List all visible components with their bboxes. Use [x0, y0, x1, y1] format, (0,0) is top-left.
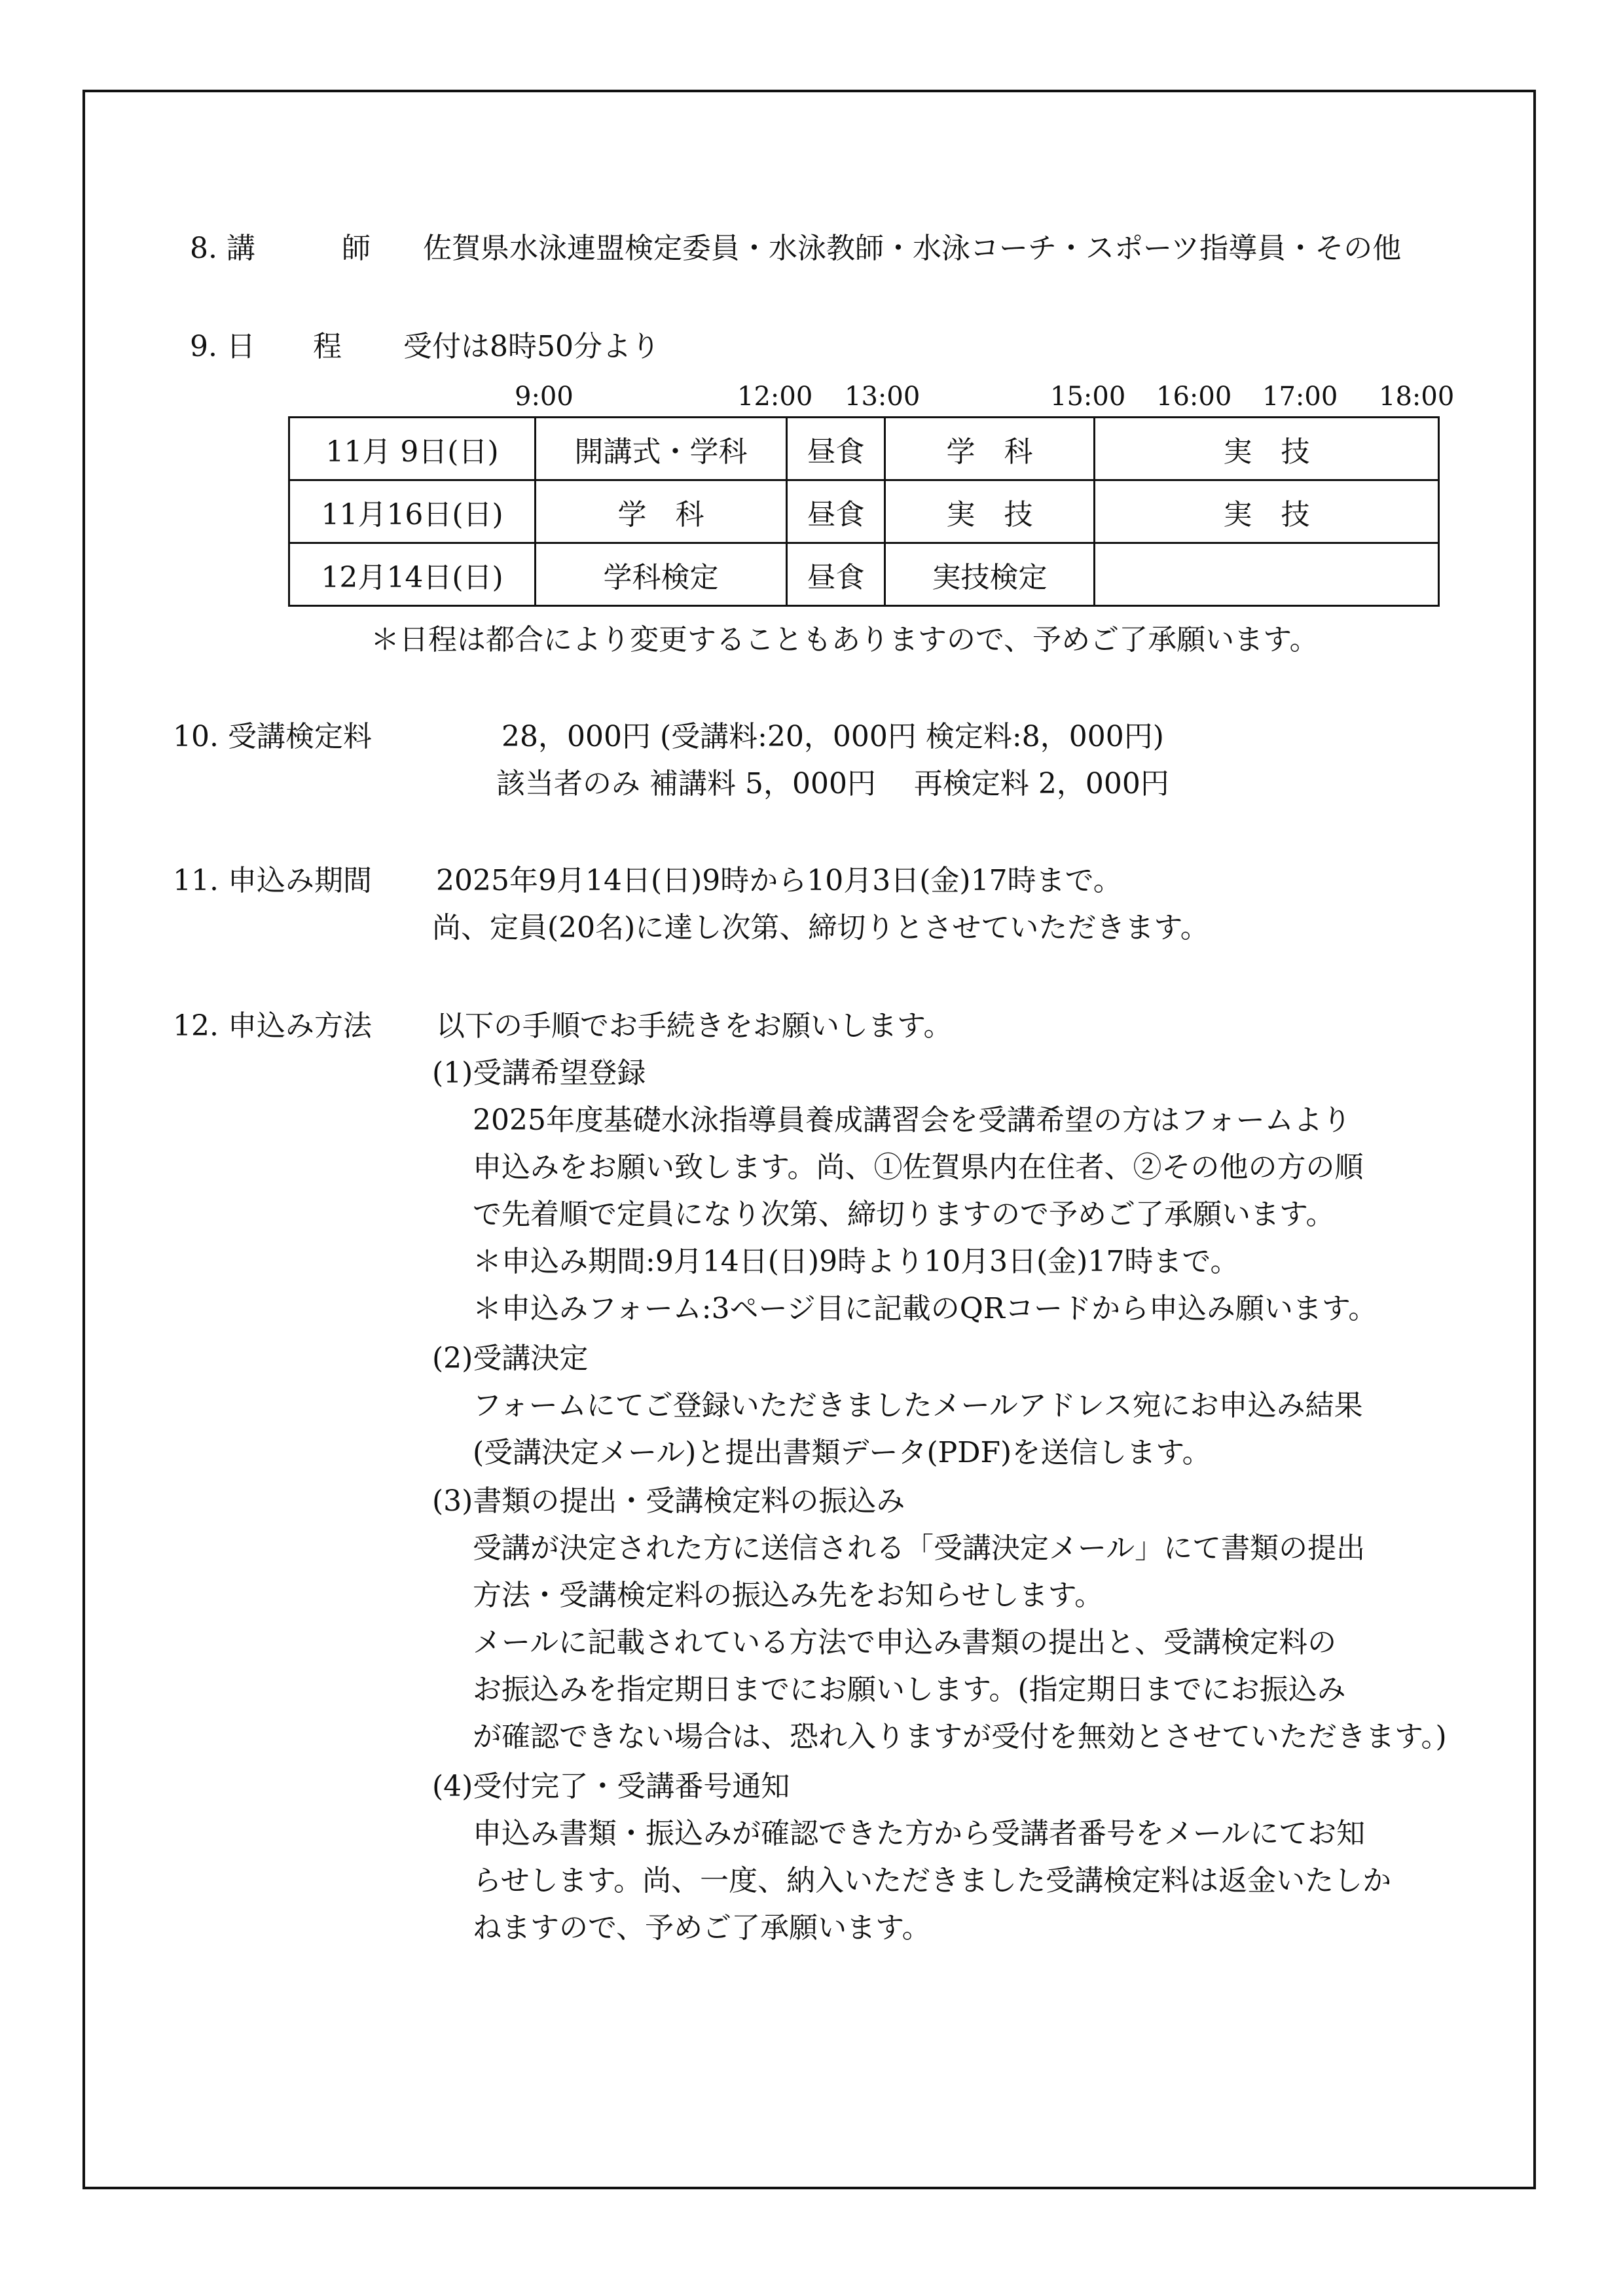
schedule-afternoon: 学 科 — [885, 418, 1095, 480]
paragraph-line: 申込みをお願い致します。尚、①佐賀県内在住者、②その他の方の順 — [473, 1151, 1364, 1184]
schedule-date: 12月14日(日) — [289, 543, 536, 606]
paragraph-line: メールに記載されている方法で申込み書類の提出と、受講検定料の — [473, 1626, 1337, 1659]
section-12-label: 12. 申込み方法 — [173, 1009, 372, 1043]
schedule-afternoon: 実技検定 — [885, 543, 1095, 606]
paragraph-line: 申込み書類・振込みが確認できた方から受講者番号をメールにてお知 — [473, 1817, 1366, 1850]
time-label: 13:00 — [845, 382, 921, 412]
time-label: 12:00 — [737, 382, 813, 412]
section-8-text: 佐賀県水泳連盟検定委員・水泳教師・水泳コーチ・スポーツ指導員・その他 — [423, 232, 1402, 265]
schedule-lunch: 昼食 — [787, 543, 885, 606]
step-2-heading: (2)受講決定 — [432, 1342, 589, 1375]
schedule-morning: 開講式・学科 — [536, 418, 787, 480]
section-8-label: 8. 講 師 — [190, 232, 371, 265]
section-11-label: 11. 申込み期間 — [173, 864, 372, 897]
paragraph-line: ねますので、予めご了承願います。 — [473, 1911, 931, 1945]
schedule-morning: 学 科 — [536, 480, 787, 543]
paragraph-line: 方法・受講検定料の振込み先をお知らせします。 — [473, 1579, 1104, 1612]
time-label: 17:00 — [1262, 382, 1338, 412]
paragraph-line: お振込みを指定期日までにお願いします。(指定期日までにお振込み — [473, 1673, 1346, 1706]
section-9-text: 受付は8時50分より — [403, 330, 660, 363]
schedule-table — [288, 416, 1440, 607]
schedule-late — [1095, 543, 1439, 606]
step-1-heading: (1)受講希望登録 — [432, 1056, 646, 1090]
schedule-late: 実 技 — [1095, 418, 1439, 480]
schedule-morning: 学科検定 — [536, 543, 787, 606]
section-9-label: 9. 日 程 — [190, 330, 342, 363]
section-12-intro: 以下の手順でお手続きをお願いします。 — [436, 1009, 953, 1043]
table-row — [289, 480, 1439, 543]
schedule-note: ＊日程は都合により変更することもありますので、予めご了承願います。 — [371, 623, 1319, 656]
section-11-line1: 2025年9月14日(日)9時から10月3日(金)17時まで。 — [436, 864, 1122, 897]
section-10-line1: 28，000円 (受講料:20，000円 検定料:8，000円) — [501, 720, 1164, 753]
section-10-label: 10. 受講検定料 — [173, 720, 372, 753]
schedule-afternoon: 実 技 — [885, 480, 1095, 543]
table-row — [289, 543, 1439, 606]
paragraph-line: (受講決定メール)と提出書類データ(PDF)を送信します。 — [473, 1436, 1211, 1469]
paragraph-line: 2025年度基礎水泳指導員養成講習会を受講希望の方はフォームより — [473, 1103, 1351, 1137]
section-10-line2: 該当者のみ 補講料 5，000円 再検定料 2，000円 — [496, 767, 1169, 800]
schedule-date: 11月 9日(日) — [289, 418, 536, 480]
time-label: 16:00 — [1156, 382, 1232, 412]
paragraph-line: ＊申込みフォーム:3ページ目に記載のQRコードから申込み願います。 — [473, 1292, 1377, 1325]
schedule-late: 実 技 — [1095, 480, 1439, 543]
time-label: 9:00 — [515, 382, 574, 412]
paragraph-line: が確認できない場合は、恐れ入りますが受付を無効とさせていただきます。) — [473, 1720, 1447, 1753]
time-label: 15:00 — [1050, 382, 1126, 412]
schedule-time-axis — [0, 378, 1623, 415]
schedule-date: 11月16日(日) — [289, 480, 536, 543]
schedule-lunch: 昼食 — [787, 480, 885, 543]
time-label: 18:00 — [1379, 382, 1455, 412]
step-4-heading: (4)受付完了・受講番号通知 — [432, 1770, 790, 1803]
schedule-lunch: 昼食 — [787, 418, 885, 480]
paragraph-line: フォームにてご登録いただきましたメールアドレス宛にお申込み結果 — [473, 1389, 1363, 1422]
section-11-line2: 尚、定員(20名)に達し次第、締切りとさせていただきます。 — [432, 911, 1209, 944]
table-row — [289, 418, 1439, 480]
paragraph-line: 受講が決定された方に送信される「受講決定メール」にて書類の提出 — [473, 1532, 1366, 1565]
paragraph-line: ＊申込み期間:9月14日(日)9時より10月3日(金)17時まで。 — [473, 1245, 1239, 1278]
paragraph-line: らせします。尚、一度、納入いただきました受講検定料は返金いたしか — [473, 1864, 1392, 1897]
paragraph-line: で先着順で定員になり次第、締切りますので予めご了承願います。 — [473, 1198, 1335, 1231]
step-3-heading: (3)書類の提出・受講検定料の振込み — [432, 1484, 905, 1518]
